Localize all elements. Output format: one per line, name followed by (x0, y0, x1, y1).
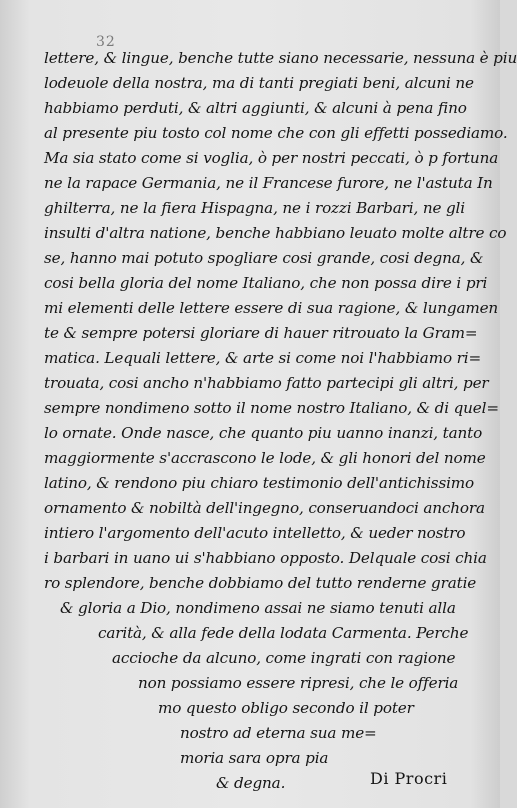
text-line: ghilterra, ne la fiera Hispagna, ne i rozzi Barbari, ne gli (44, 199, 465, 217)
text-line: i barbari in uano ui s'habbiano opposto. Delquale cosi chia (44, 549, 487, 567)
text-line: ro splendore, benche dobbiamo del tutto renderne gratie (44, 574, 477, 592)
text-line: lo ornate. Onde nasce, che quanto piu uanno inanzi, tanto (44, 424, 483, 442)
text-line: al presente piu tosto col nome che con gli effetti possediamo. (44, 124, 508, 142)
text-line: carità, & alla fede della lodata Carmenta. Perche (98, 624, 469, 642)
text-line: te & sempre potersi gloriare di hauer ritrouato la Gram= (44, 324, 478, 342)
text-line: moria sara opra pia (180, 749, 329, 767)
text-line: mi elementi delle lettere essere di sua ragione, & lungamen (44, 299, 499, 317)
text-line: ornamento & nobiltà dell'ingegno, conseruandoci anchora (44, 499, 485, 517)
text-line: matica. Lequali lettere, & arte si come noi l'habbiamo ri= (44, 349, 482, 367)
text-line: trouata, cosi ancho n'habbiamo fatto partecipi gli altri, per (44, 374, 489, 392)
text-line: se, hanno mai potuto spogliare cosi grande, cosi degna, & (44, 249, 484, 267)
catchword: Di Procri (370, 769, 448, 788)
text-line: nostro ad eterna sua me= (180, 724, 377, 742)
text-line: ne la rapace Germania, ne il Francese furore, ne l'astuta In (44, 174, 493, 192)
text-line: habbiamo perduti, & altri aggiunti, & alcuni à pena fino (44, 99, 467, 117)
text-line: cosi bella gloria del nome Italiano, che non possa dire i pri (44, 274, 488, 292)
text-line: insulti d'altra natione, benche habbiano leuato molte altre co (44, 224, 507, 242)
text-line: non possiamo essere ripresi, che le offeria (138, 674, 459, 692)
page-number: 32 (96, 34, 116, 50)
text-line: accioche da alcuno, come ingrati con ragione (112, 649, 456, 667)
text-line: & degna. (216, 774, 286, 792)
text-line: latino, & rendono piu chiaro testimonio dell'antichissimo (44, 474, 475, 492)
text-line: maggiormente s'accrascono le lode, & gli honori del nome (44, 449, 486, 467)
text-line: & gloria a Dio, nondimeno assai ne siamo tenuti alla (60, 599, 456, 617)
text-line: intiero l'argomento dell'acuto intelletto, & ueder nostro (44, 524, 466, 542)
text-line: lodeuole della nostra, ma di tanti pregiati beni, alcuni ne (44, 74, 474, 92)
text-line: mo questo obligo secondo il poter (158, 699, 414, 717)
text-line: sempre nondimeno sotto il nome nostro Italiano, & di quel= (44, 399, 499, 417)
text-line: lettere, & lingue, benche tutte siano necessarie, nessuna è piu (44, 49, 517, 67)
text-line: Ma sia stato come si voglia, ò per nostri peccati, ò p fortuna (44, 149, 499, 167)
